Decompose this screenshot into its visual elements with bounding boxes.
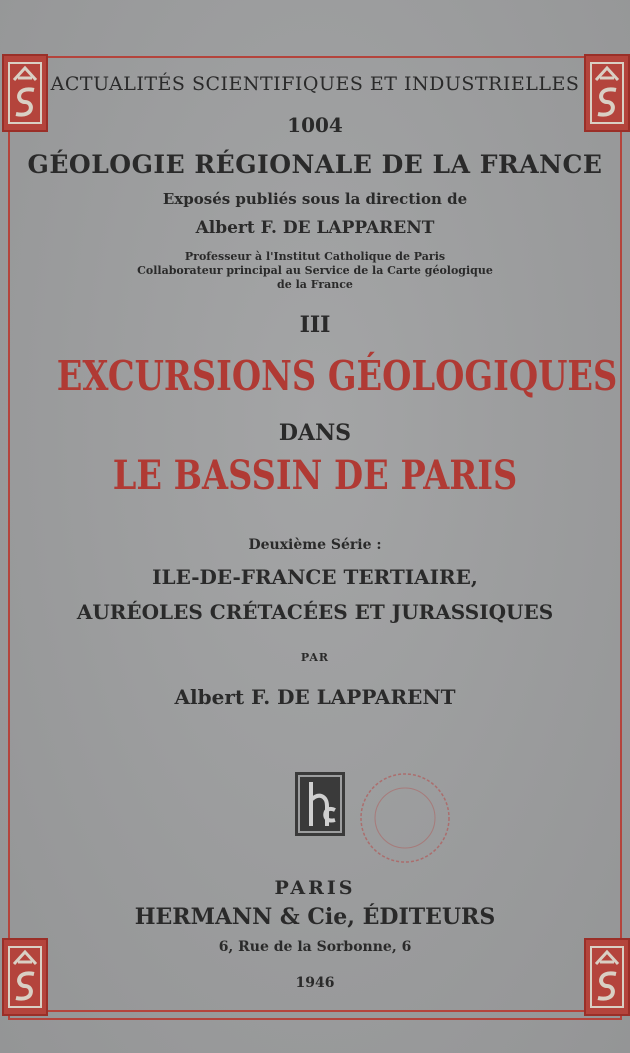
publisher-address: 6, Rue de la Sorbonne, 6 [218,939,412,955]
library-stamp-icon [355,768,455,868]
top-rule [8,56,622,58]
collection-subtitle: Exposés publiés sous la direction de [162,190,468,208]
title-connector: DANS [278,420,352,446]
credential-line: Collaborateur principal au Service de la Carte géologique [137,264,493,277]
series-label: Deuxième Série : [248,537,382,553]
bottom-rule [8,1010,622,1012]
subtitle-line2: AURÉOLES CRÉTACÉES ET JURASSIQUES [76,600,554,624]
series-number: 1004 [287,113,343,137]
publisher-mark-icon [293,770,347,838]
author-name: Albert F. DE LAPPARENT [174,685,456,709]
publisher-name: HERMANN & Cie, ÉDITEURS [134,904,496,930]
publisher-city: PARIS [274,877,356,899]
series-name: ACTUALITÉS SCIENTIFIQUES ET INDUSTRIELLES [50,73,580,95]
publication-year: 1946 [295,975,335,991]
collection-title: GÉOLOGIE RÉGIONALE DE LA FRANCE [27,150,603,179]
main-title-line1: EXCURSIONS GÉOLOGIQUES [56,352,618,400]
volume-number: III [299,312,331,338]
by-label: PAR [300,651,330,664]
main-title-line2: LE BASSIN DE PARIS [112,452,518,499]
director-name: Albert F. DE LAPPARENT [195,218,435,238]
credential-line: de la France [277,278,353,291]
credential-line: Professeur à l'Institut Catholique de Paris [184,250,446,263]
subtitle-line1: ILE-DE-FRANCE TERTIAIRE, [152,565,478,589]
